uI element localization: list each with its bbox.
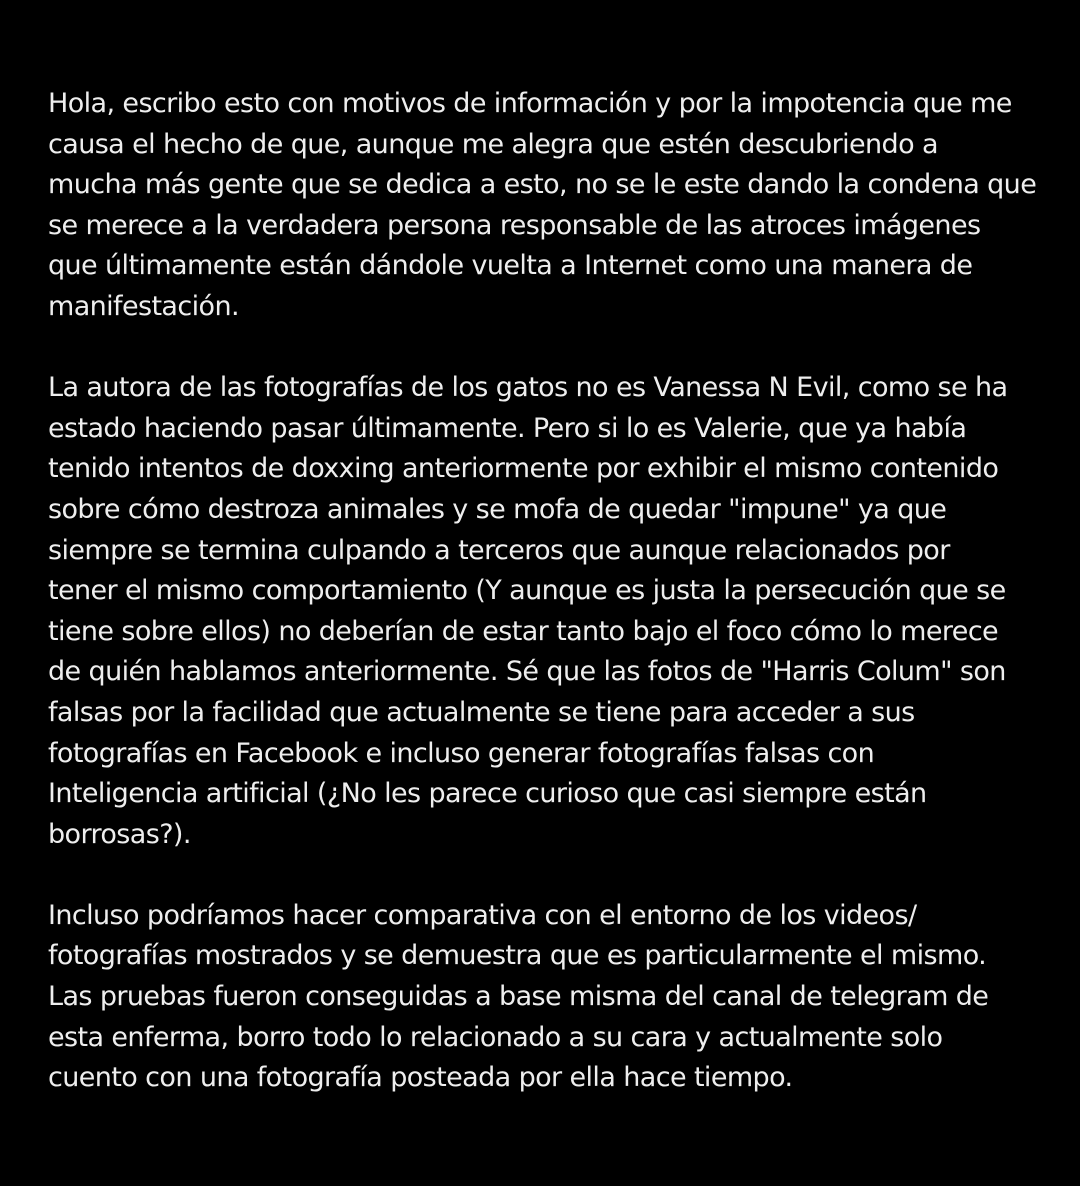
text-line: causa el hecho de que, aunque me alegra que estén descubriendo a — [48, 128, 938, 160]
text-line: tener el mismo comportamiento (Y aunque es justa la persecución que se — [48, 575, 1006, 607]
text-line: Hola, escribo esto con motivos de información y por la impotencia que me — [48, 88, 1012, 119]
text-line: borrosas?). — [48, 818, 191, 850]
text-line: Inteligencia artificial (¿No les parece curioso que casi siempre están — [48, 778, 927, 810]
text-line: fotografías en Facebook e incluso generar fotografías falsas con — [48, 737, 875, 769]
text-line: Las pruebas fueron conseguidas a base misma del canal de telegram de — [48, 981, 989, 1013]
paragraph-1 — [48, 84, 1038, 328]
text-line: Incluso podríamos hacer comparativa con el entorno de los videos/ — [48, 899, 917, 931]
text-line: La autora de las fotografías de los gatos no es Vanessa N Evil, como se ha — [48, 372, 1008, 404]
text-line: tenido intentos de doxxing anteriormente por exhibir el mismo contenido — [48, 453, 999, 485]
text-line: esta enferma, borro todo lo relacionado a su cara y actualmente solo — [48, 1021, 943, 1053]
text-line: falsas por la facilidad que actualmente se tiene para acceder a sus — [48, 696, 915, 728]
text-line: se merece a la verdadera persona responsable de las atroces imágenes — [48, 209, 981, 241]
text-line: que últimamente están dándole vuelta a Internet como una manera de — [48, 250, 973, 282]
text-line: fotografías mostrados y se demuestra que es particularmente el mismo. — [48, 940, 987, 972]
text-line: sobre cómo destroza animales y se mofa de quedar "impune" ya que — [48, 493, 947, 525]
note-body — [48, 84, 1038, 1139]
paragraph-3 — [48, 896, 1038, 1099]
text-line: manifestación. — [48, 290, 239, 322]
text-line: estado haciendo pasar últimamente. Pero si lo es Valerie, que ya había — [48, 412, 967, 444]
text-line: mucha más gente que se dedica a esto, no se le este dando la condena que — [48, 169, 1037, 201]
paragraph-2 — [48, 368, 1038, 855]
text-line: cuento con una fotografía posteada por ella hace tiempo. — [48, 1062, 793, 1094]
text-line: de quién hablamos anteriormente. Sé que las fotos de "Harris Colum" son — [48, 656, 1006, 688]
text-line: siempre se termina culpando a terceros que aunque relacionados por — [48, 534, 950, 566]
text-line: tiene sobre ellos) no deberían de estar tanto bajo el foco cómo lo merece — [48, 615, 999, 647]
